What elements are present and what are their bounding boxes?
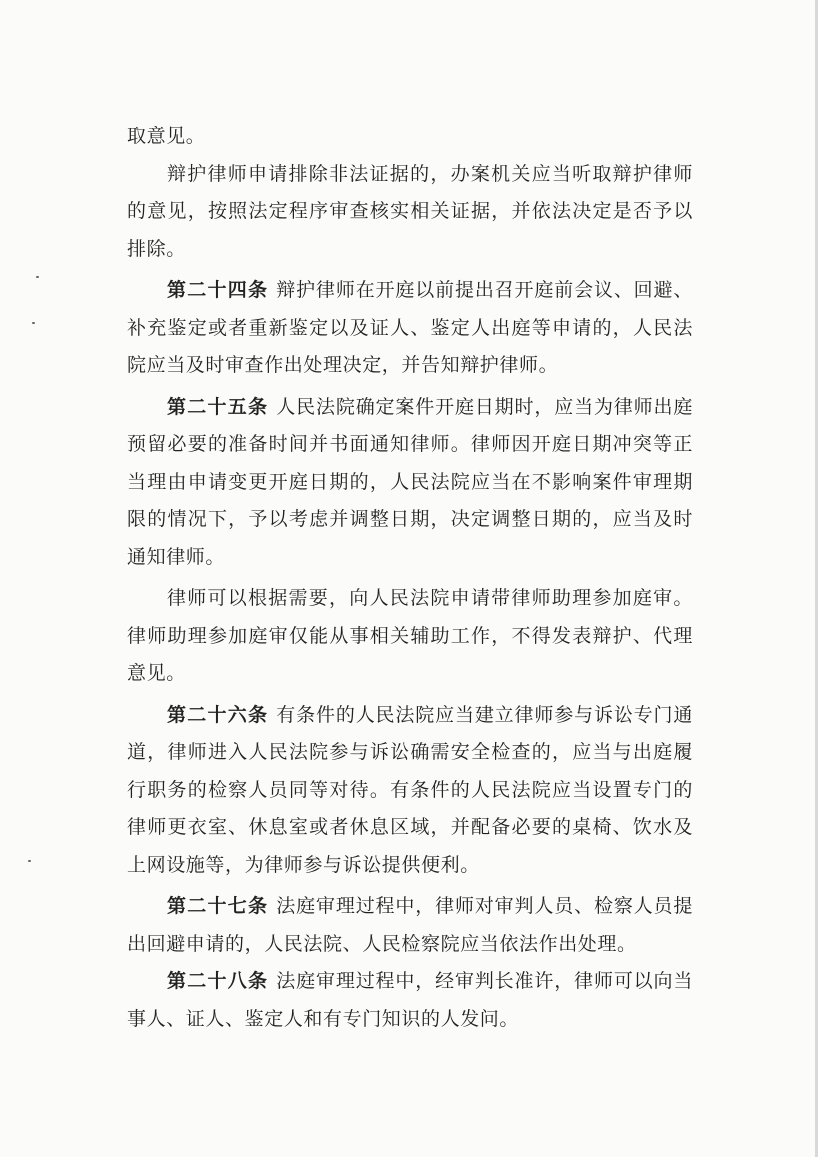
article-25 (127, 389, 693, 577)
article-number: 第二十五条 (167, 395, 269, 418)
article-text: 法庭审理过程中，经审判长准许，律师可以向当事人、证人、鉴定人和有专门知识的人发问。 (127, 970, 693, 1030)
article-number: 第二十四条 (167, 279, 269, 301)
paragraph-text: 辩护律师申请排除非法证据的，办案机关应当听取辩护律师的意见，按照法定程序审查核实相关证据，并依法决定是否予以排除。 (127, 162, 693, 260)
document-body (127, 118, 693, 1038)
scan-speck (32, 322, 35, 324)
article-text: 辩护律师在开庭以前提出召开庭前会议、回避、补充鉴定或者重新鉴定以及证人、鉴定人出庭等申请的，人民法院应当及时审查作出处理决定，并告知辩护律师。 (127, 279, 693, 376)
paragraph-continuation (127, 118, 693, 156)
scan-speck (36, 276, 39, 278)
article-28 (127, 963, 693, 1038)
article-number: 第二十七条 (167, 895, 269, 917)
paragraph (127, 580, 693, 693)
article-27 (127, 888, 693, 963)
article-text: 人民法院确定案件开庭日期时，应当为律师出庭预留必要的准备时间并书面通知律师。律师因开庭日期冲突等正当理由申请变更开庭日期的，人民法院应当在不影响案件审理期限的情况下，予以考虑并调整日期，决定调整日期的，应当及时通知律师。 (127, 395, 693, 568)
article-text: 有条件的人民法院应当建立律师参与诉讼专门通道，律师进入人民法院参与诉讼确需安全检查的，应当与出庭履行职务的检察人员同等对待。有条件的人民法院应当设置专门的律师更衣室、休息室或者休息区域，并配备必要的桌椅、饮水及上网设施等，为律师参与诉讼提供便利。 (127, 703, 693, 876)
scan-speck (28, 860, 31, 862)
article-number: 第二十八条 (167, 970, 269, 992)
article-number: 第二十六条 (167, 703, 269, 726)
article-26 (127, 697, 693, 885)
article-24 (127, 272, 693, 385)
paragraph-text: 律师可以根据需要，向人民法院申请带律师助理参加庭审。律师助理参加庭审仅能从事相关辅助工作，不得发表辩护、代理意见。 (127, 587, 693, 684)
paragraph-text: 取意见。 (127, 125, 206, 147)
article-text: 法庭审理过程中，律师对审判人员、检察人员提出回避申请的，人民法院、人民检察院应当依法作出处理。 (127, 895, 693, 955)
paragraph (127, 156, 693, 269)
